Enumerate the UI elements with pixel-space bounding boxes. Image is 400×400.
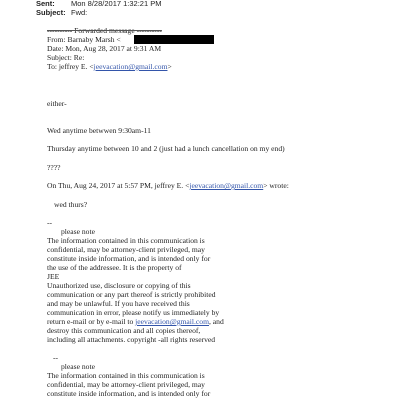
- body-greeting: either-: [47, 99, 67, 108]
- to-email-link[interactable]: jeevacation@gmail.com: [93, 62, 168, 71]
- disclaimer2-line-3: constitute inside information, and is intended only for: [47, 389, 211, 398]
- forwarded-to: [47, 63, 172, 71]
- disclaimer1-dash: --: [47, 218, 53, 227]
- body-line-3: ????: [47, 163, 61, 172]
- quote-suffix: > wrote:: [263, 181, 289, 190]
- disclaimer1-line-10-prefix: return e-mail or by e-mail to: [47, 317, 136, 326]
- quote-header: [47, 182, 289, 190]
- quote-email-link[interactable]: jeevacation@gmail.com: [189, 181, 264, 190]
- disclaimer1-line-12: including all attachments. copyright -all rights reserved: [47, 335, 216, 344]
- disclaimer1-line-11: destroy this communication and all copies thereof,: [47, 326, 201, 335]
- quoted-text: wed thurs?: [54, 200, 88, 209]
- sent-label: Sent:: [36, 0, 55, 8]
- disclaimer1-line-8: and may be unlawful. If you have received this: [47, 299, 190, 308]
- disclaimer1-line-10: [47, 318, 224, 326]
- forwarded-from: From: Barnaby Marsh <: [47, 35, 121, 44]
- disclaimer1-line-9: communication in error, please notify us immediately by: [47, 308, 220, 317]
- disclaimer2-dash: --: [53, 353, 59, 362]
- disclaimer2-note: please note: [61, 362, 95, 371]
- quote-prefix: On Thu, Aug 24, 2017 at 5:57 PM, jeffrey E. <: [47, 181, 190, 190]
- disclaimer1-email-link[interactable]: jeevacation@gmail.com: [135, 317, 209, 326]
- forwarded-banner: ---------- Forwarded message ----------: [47, 26, 162, 35]
- disclaimer1-line-10-suffix: , and: [208, 317, 224, 326]
- forwarded-subject: Subject: Re:: [47, 53, 85, 62]
- to-prefix: To: jeffrey E. <: [47, 62, 94, 71]
- disclaimer1-line-3: constitute inside information, and is intended only for: [47, 254, 211, 263]
- redaction-box: [134, 35, 214, 44]
- disclaimer2-line-1: The information contained in this communication is: [47, 371, 205, 380]
- forwarded-date: Date: Mon, Aug 28, 2017 at 9:31 AM: [47, 44, 162, 53]
- disclaimer1-line-1: The information contained in this communication is: [47, 236, 205, 245]
- subject-row: [36, 9, 87, 17]
- disclaimer2-line-2: confidential, may be attorney-client privileged, may: [47, 380, 205, 389]
- disclaimer1-line-2: confidential, may be attorney-client privileged, may: [47, 245, 205, 254]
- disclaimer1-note: please note: [61, 227, 95, 236]
- body-line-2: Thursday anytime between 10 and 2 (just had a lunch cancellation on my end): [47, 144, 285, 153]
- to-suffix: >: [167, 62, 172, 71]
- sent-value: Mon 8/28/2017 1:32:21 PM: [71, 0, 162, 8]
- body-line-1: Wed anytime betwwen 9:30am-11: [47, 126, 151, 135]
- subject-label: Subject:: [36, 8, 66, 17]
- disclaimer1-line-6: Unauthorized use, disclosure or copying of this: [47, 281, 191, 290]
- disclaimer1-line-4: the use of the addressee. It is the property of: [47, 263, 182, 272]
- sent-row: [36, 0, 161, 8]
- disclaimer1-line-5: JEE: [47, 272, 60, 281]
- disclaimer1-line-7: communication or any part thereof is strictly prohibited: [47, 290, 216, 299]
- subject-value: Fwd:: [71, 8, 88, 17]
